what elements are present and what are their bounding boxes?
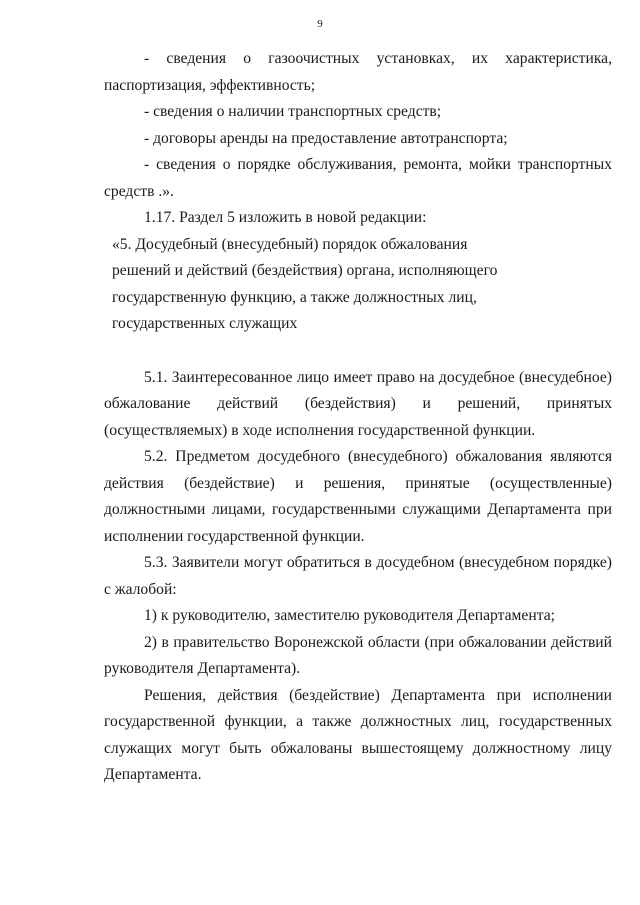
bullet-vehicles: - сведения о наличии транспортных средств; <box>144 103 442 120</box>
item-1-17: 1.17. Раздел 5 изложить в новой редакции: <box>144 209 427 226</box>
bullet-maintenance: - сведения о порядке обслуживания, ремонта, мойки транспортных средств .». <box>104 156 612 200</box>
bullet-gas-cleaning: - сведения о газоочистных установках, их характеристика, паспортизация, эффективность; <box>104 50 612 94</box>
bullet-lease-contracts: - договоры аренды на предоставление автотранспорта; <box>144 129 508 147</box>
heading-line-2: решений и действий (бездействия) органа, исполняющего <box>112 262 498 279</box>
paragraph-5-3-item-1: 1) к руководителю, заместителю руководителя Департамента; <box>144 607 555 624</box>
paragraph-final: Решения, действия (бездействие) Департамента при исполнении государственной функции, а также должностных лиц, государственных служащих могут быть обжалованы вышестоящему должностному лицу Департамента. <box>104 686 612 783</box>
heading-line-1: «5. Досудебный (внесудебный) порядок обжалования <box>112 235 468 253</box>
section-5-heading <box>104 232 612 338</box>
paragraph-5-3-item-2: 2) в правительство Воронежской области (при обжаловании действий руководителя Департамента). <box>104 633 612 677</box>
heading-line-4: государственных служащих <box>112 315 298 332</box>
paragraph-5-1: 5.1. Заинтересованное лицо имеет право на досудебное (внесудебное) обжалование действий (бездействия) и решений, принятых (осуществляемых) в ходе исполнения государственной функции. <box>104 368 612 439</box>
paragraph-5-2: 5.2. Предметом досудебного (внесудебного) обжалования являются действия (бездействие) и решения, принятые (осуществленные) должностными лицами, государственными служащими Департамента при исполнении государственной функции. <box>104 448 612 545</box>
heading-line-3: государственную функцию, а также должностных лиц, <box>112 288 477 306</box>
page-number: 9 <box>317 18 323 30</box>
document-body <box>104 46 612 789</box>
paragraph-5-3: 5.3. Заявители могут обратиться в досудебном (внесудебном порядке) с жалобой: <box>104 554 612 598</box>
